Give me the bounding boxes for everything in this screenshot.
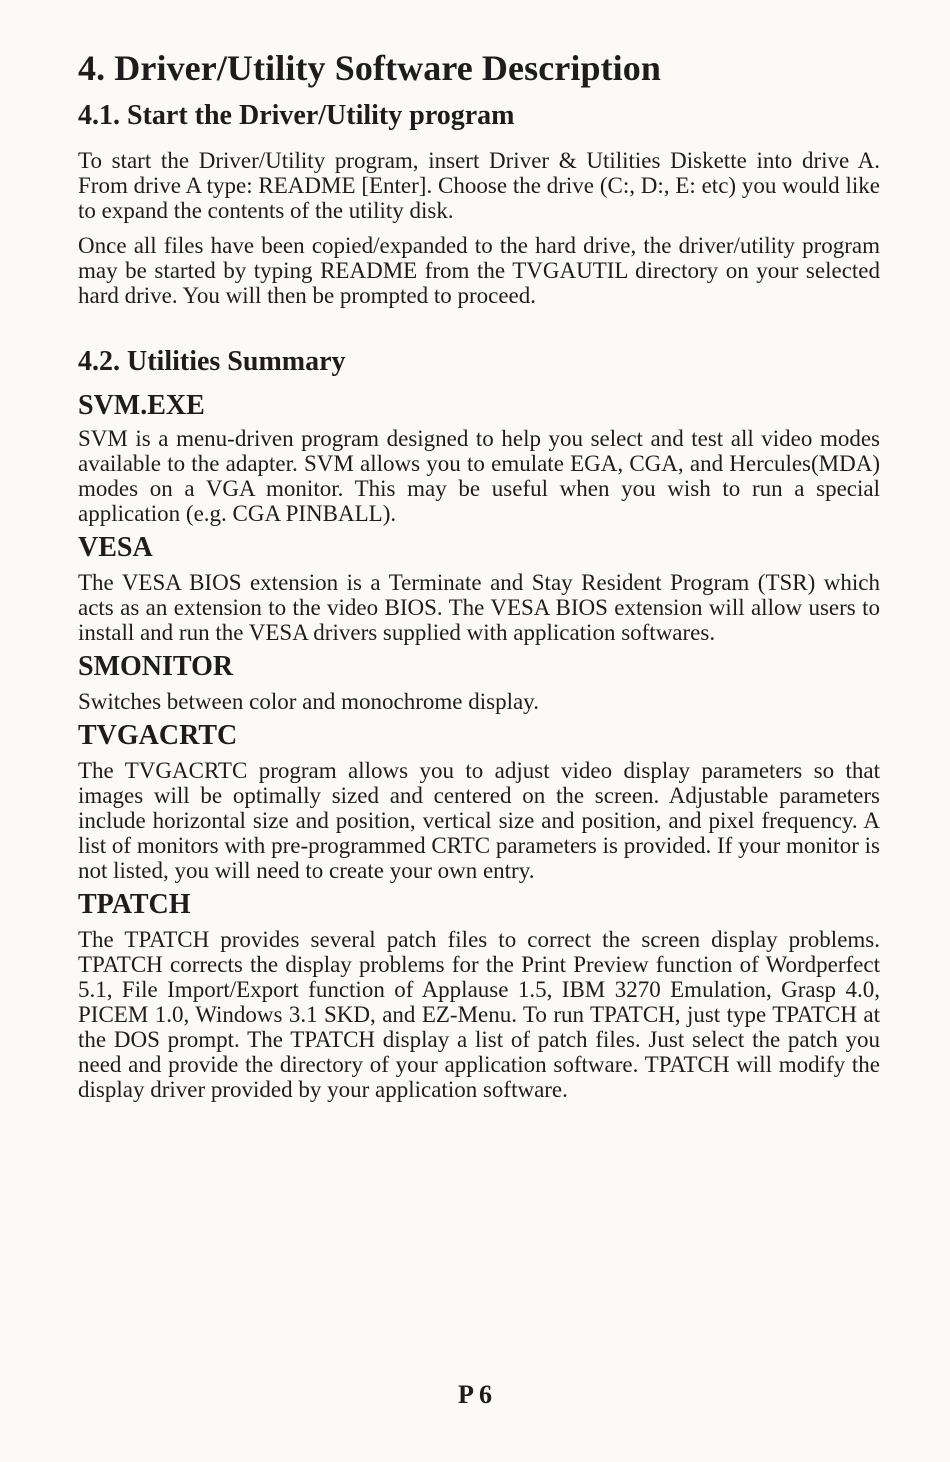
page-number: P 6 xyxy=(458,1380,492,1409)
document-page xyxy=(78,42,880,1102)
start-paragraph-1: To start the Driver/Utility program, insert Driver & Utilities Diskette into drive A. From drive A type: README [Enter]. Choose the drive (C:, D:, E: etc) you would like to expand the contents of the utility disk. xyxy=(78,148,880,223)
subsection-heading-start: 4.1. Start the Driver/Utility program xyxy=(78,100,515,131)
section-heading: 4. Driver/Utility Software Description xyxy=(78,48,661,88)
utility-name-smonitor: SMONITOR xyxy=(78,651,234,682)
utility-description-tpatch: The TPATCH provides several patch files to correct the screen display problems. TPATCH corrects the display problems for the Print Preview function of Wordperfect 5.1, File Import/Export function of Applause 1.5, IBM 3270 Emulation, Grasp 4.0, PICEM 1.0, Windows 3.1 SKD, and EZ-Menu. To run TPATCH, just type TPATCH at the DOS prompt. The TPATCH display a list of patch files. Just select the patch you need and provide the directory of your application software. TPATCH will modify the display driver provided by your application software. xyxy=(78,927,880,1102)
utility-description-tvgacrtc: The TVGACRTC program allows you to adjust video display parameters so that images will be optimally sized and centered on the screen. Adjustable parameters include horizontal size and position, vertical size and position, and pixel frequency. A list of monitors with pre-programmed CRTC parameters is provided. If your monitor is not listed, you will need to create your own entry. xyxy=(78,758,880,883)
utility-description-smonitor: Switches between color and monochrome display. xyxy=(78,689,539,714)
utility-description-vesa: The VESA BIOS extension is a Terminate and Stay Resident Program (TSR) which acts as an extension to the video BIOS. The VESA BIOS extension will allow users to install and run the VESA drivers supplied with application softwares. xyxy=(78,570,880,645)
utility-name-tpatch: TPATCH xyxy=(78,889,191,920)
utility-name-svm: SVM.EXE xyxy=(78,390,205,421)
utility-name-tvgacrtc: TVGACRTC xyxy=(78,720,238,751)
subsection-heading-summary: 4.2. Utilities Summary xyxy=(78,346,346,377)
utility-name-vesa: VESA xyxy=(78,532,153,563)
start-paragraph-2: Once all files have been copied/expanded to the hard drive, the driver/utility program may be started by typing README from the TVGAUTIL directory on your selected hard drive. You will then be prompted to proceed. xyxy=(78,233,880,308)
utility-description-svm: SVM is a menu-driven program designed to help you select and test all video modes available to the adapter. SVM allows you to emulate EGA, CGA, and Hercules(MDA) modes on a VGA monitor. This may be useful when you wish to run a special application (e.g. CGA PINBALL). xyxy=(78,426,880,526)
